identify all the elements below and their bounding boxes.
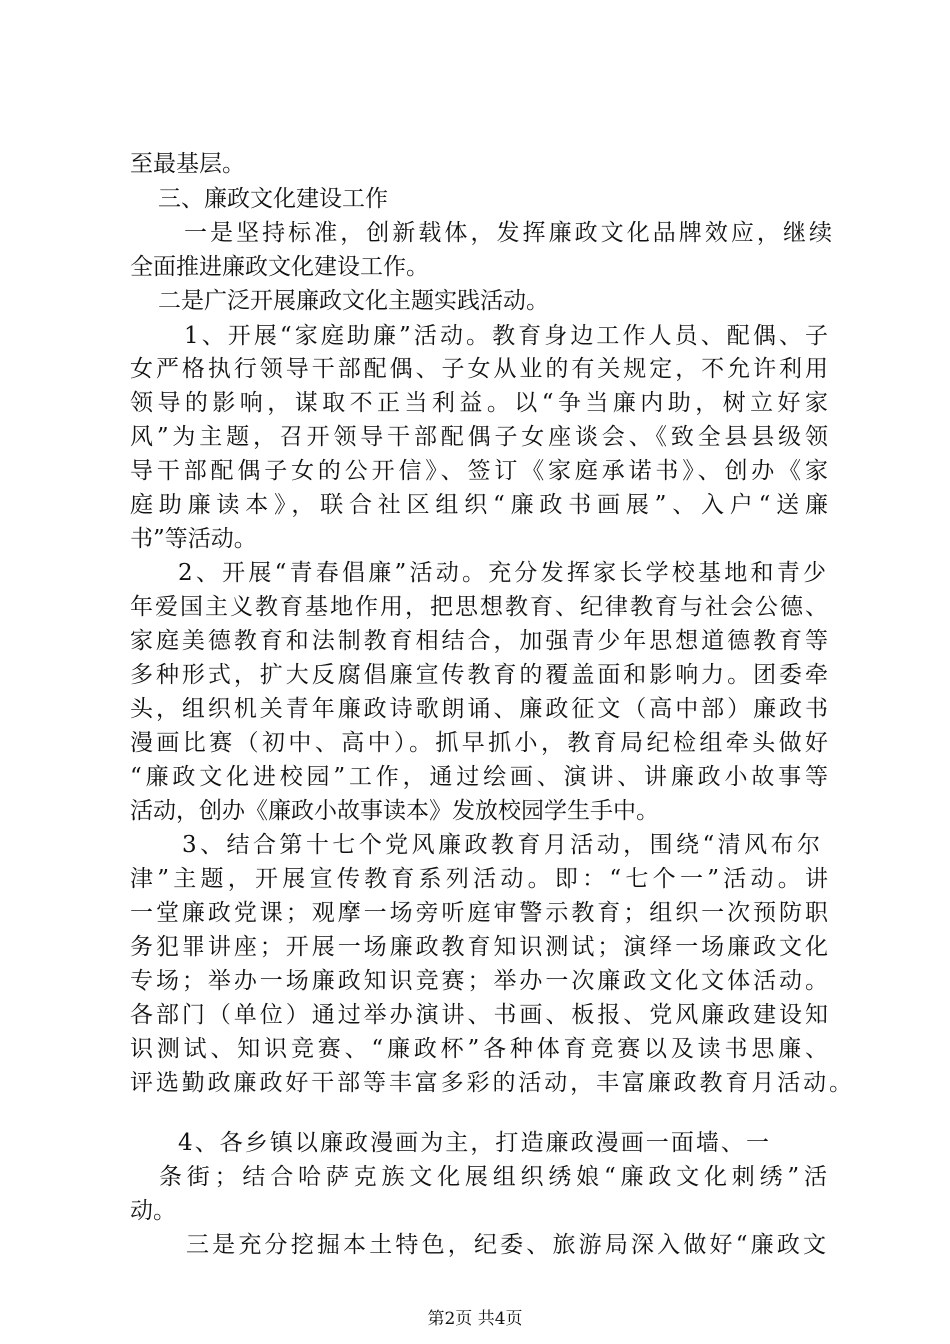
text-line: 风”为主题，召开领导干部配偶子女座谈会、《致全县县级领 [130,424,828,450]
text-line: “廉政文化进校园”工作，通过绘画、演讲、讲廉政小故事等 [130,764,828,790]
text-line: 一堂廉政党课；观摩一场旁听庭审警示教育；组织一次预防职 [130,900,828,926]
text-line: 家庭美德教育和法制教育相结合，加强青少年思想道德教育等 [130,628,828,654]
text-line: 3、结合第十七个党风廉政教育月活动，围绕“清风布尔 [182,832,820,858]
text-line: 评选勤政廉政好干部等丰富多彩的活动，丰富廉政教育月活动。 [130,1070,852,1096]
text-line: 识测试、知识竞赛、“廉政杯”各种体育竞赛以及读书思廉、 [130,1036,828,1062]
text-line: 年爱国主义教育基地作用，把思想教育、纪律教育与社会公德、 [130,594,828,620]
text-line: 领导的影响，谋取不正当利益。以“争当廉内助，树立好家 [130,390,828,416]
text-line: 专场；举办一场廉政知识竞赛；举办一次廉政文化文体活动。 [130,968,828,994]
text-line: 1、开展“家庭助廉”活动。教育身边工作人员、配偶、子 [184,323,828,349]
text-line: 2、开展“青春倡廉”活动。充分发挥家长学校基地和青少 [178,560,826,586]
text-line: 动。 [130,1198,176,1224]
text-line: 导干部配偶子女的公开信》、签订《家庭承诺书》、创办《家 [130,458,828,484]
text-line: 多种形式，扩大反腐倡廉宣传教育的覆盖面和影响力。团委牵 [130,662,828,688]
text-line: 头，组织机关青年廉政诗歌朗诵、廉政征文（高中部）廉政书 [130,696,828,722]
text-line: 至最基层。 [130,151,245,177]
text-line: 各部门（单位）通过举办演讲、书画、板报、党风廉政建设知 [130,1002,828,1028]
text-line: 条街；结合哈萨克族文化展组织绣娘“廉政文化刺绣”活 [159,1164,827,1190]
text-line: 二是广泛开展廉政文化主题实践活动。 [158,288,549,314]
text-line: 务犯罪讲座；开展一场廉政教育知识测试；演绎一场廉政文化 [130,934,828,960]
text-line: 漫画比赛（初中、高中）。抓早抓小，教育局纪检组牵头做好 [130,730,828,756]
text-line: 女严格执行领导干部配偶、子女从业的有关规定，不允许利用 [130,356,828,382]
text-line: 4、各乡镇以廉政漫画为主，打造廉政漫画一面墙、一 [178,1130,769,1156]
text-line: 三、廉政文化建设工作 [158,186,388,212]
text-line: 一是坚持标准，创新载体，发挥廉政文化品牌效应，继续 [184,220,832,246]
text-line: 三是充分挖掘本土特色，纪委、旅游局深入做好“廉政文 [186,1232,826,1258]
text-line: 津”主题，开展宣传教育系列活动。即：“七个一”活动。讲 [130,866,828,892]
text-line: 庭助廉读本》，联合社区组织“廉政书画展”、入户“送廉 [130,492,828,518]
text-line: 全面推进廉政文化建设工作。 [130,254,429,280]
page-footer: 第2页 共4页 [427,1309,523,1329]
text-line: 活动，创办《廉政小故事读本》发放校园学生手中。 [130,798,659,824]
text-line: 书”等活动。 [130,526,257,552]
